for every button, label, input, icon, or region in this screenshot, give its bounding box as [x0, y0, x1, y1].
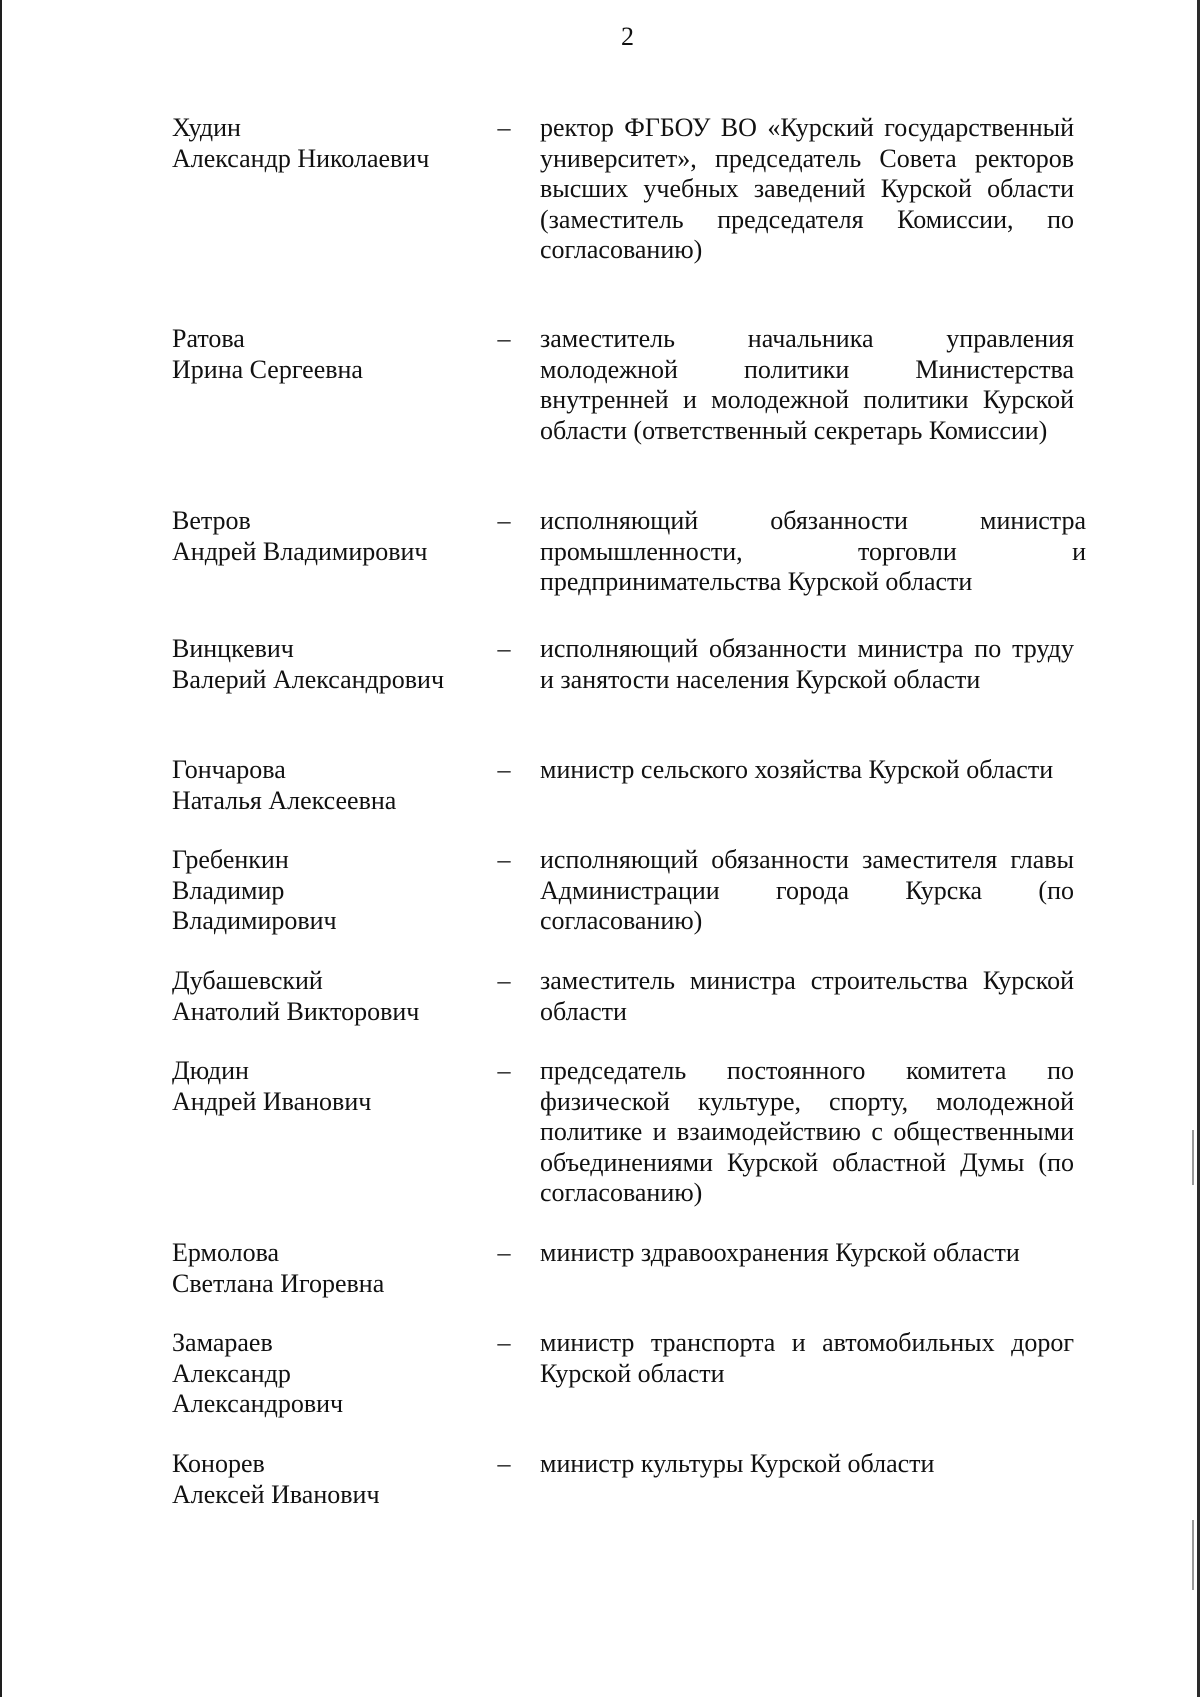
surname: Гребенкин — [172, 845, 289, 874]
given-names: Ирина Сергеевна — [172, 354, 363, 384]
given-names: Наталья Алексеевна — [172, 785, 397, 815]
given-names: Владимир — [172, 875, 285, 905]
scan-mark — [1192, 1130, 1194, 1185]
dash-separator: – — [497, 1328, 511, 1357]
dash-separator: – — [497, 1056, 511, 1085]
dash-separator: – — [497, 1449, 511, 1478]
member-position: министр сельского хозяйства Курской области — [540, 755, 1054, 784]
member-position: заместитель начальника управления молодежной политики Министерства внутренней и молодежной политики Курской области (ответственный секретарь Комиссии) — [540, 324, 1074, 445]
given-names: Алексей Иванович — [172, 1479, 380, 1509]
surname: Гончарова — [172, 755, 286, 784]
member-position: заместитель министра строительства Курской области — [540, 966, 1074, 1026]
member-name — [172, 506, 472, 567]
member-name — [172, 634, 472, 695]
given-names: Светлана Игоревна — [172, 1268, 385, 1298]
member-name — [172, 1238, 472, 1299]
member-position: председатель постоянного комитета по физической культуре, спорту, молодежной политике и взаимодействию с общественными объединениями Курской областной Думы (по согласованию) — [540, 1056, 1074, 1207]
given-names: Андрей Владимирович — [172, 536, 428, 566]
given-names: Александр — [172, 1358, 291, 1388]
surname: Дубашевский — [172, 966, 323, 995]
dash-separator: – — [497, 1238, 511, 1267]
dash-separator: – — [497, 845, 511, 874]
member-name — [172, 1328, 472, 1420]
surname: Винцкевич — [172, 634, 294, 663]
member-position: ректор ФГБОУ ВО «Курский государственный университет», председатель Совета ректоров высших учебных заведений Курской области (заместитель председателя Комиссии, по согласованию) — [540, 113, 1074, 264]
member-name — [172, 966, 472, 1027]
member-position: министр здравоохранения Курской области — [540, 1238, 1020, 1267]
member-name — [172, 755, 472, 816]
given-names: Андрей Иванович — [172, 1086, 372, 1116]
surname: Замараев — [172, 1328, 273, 1357]
member-position: исполняющий обязанности заместителя главы Администрации города Курска (по согласованию) — [540, 845, 1074, 935]
given-names: Александр Николаевич — [172, 143, 430, 173]
surname: Ветров — [172, 506, 251, 535]
given-names: Валерий Александрович — [172, 664, 445, 694]
page-number: 2 — [621, 22, 634, 51]
dash-separator: – — [497, 966, 511, 995]
surname: Худин — [172, 113, 241, 142]
dash-separator: – — [497, 113, 511, 142]
member-position: министр транспорта и автомобильных дорог Курской области — [540, 1328, 1074, 1388]
dash-separator: – — [497, 755, 511, 784]
scan-mark — [1192, 1520, 1194, 1590]
dash-separator: – — [497, 634, 511, 663]
member-name — [172, 1056, 472, 1117]
dash-separator: – — [497, 506, 511, 535]
surname: Конорев — [172, 1449, 265, 1478]
member-name — [172, 324, 472, 385]
member-name — [172, 845, 472, 937]
scan-edge-left — [0, 0, 2, 1697]
given-names: Александрович — [172, 1389, 344, 1418]
surname: Ратова — [172, 324, 245, 353]
member-position: исполняющий обязанности министра промышленности, торговли и предпринимательства Курской области — [540, 506, 1086, 596]
given-names: Владимирович — [172, 906, 337, 935]
surname: Дюдин — [172, 1056, 249, 1085]
member-name — [172, 1449, 472, 1510]
member-name — [172, 113, 472, 174]
given-names: Анатолий Викторович — [172, 996, 420, 1026]
member-position: министр культуры Курской области — [540, 1449, 935, 1478]
dash-separator: – — [497, 324, 511, 353]
member-position: исполняющий обязанности министра по труду и занятости населения Курской области — [540, 634, 1074, 694]
surname: Ермолова — [172, 1238, 280, 1267]
